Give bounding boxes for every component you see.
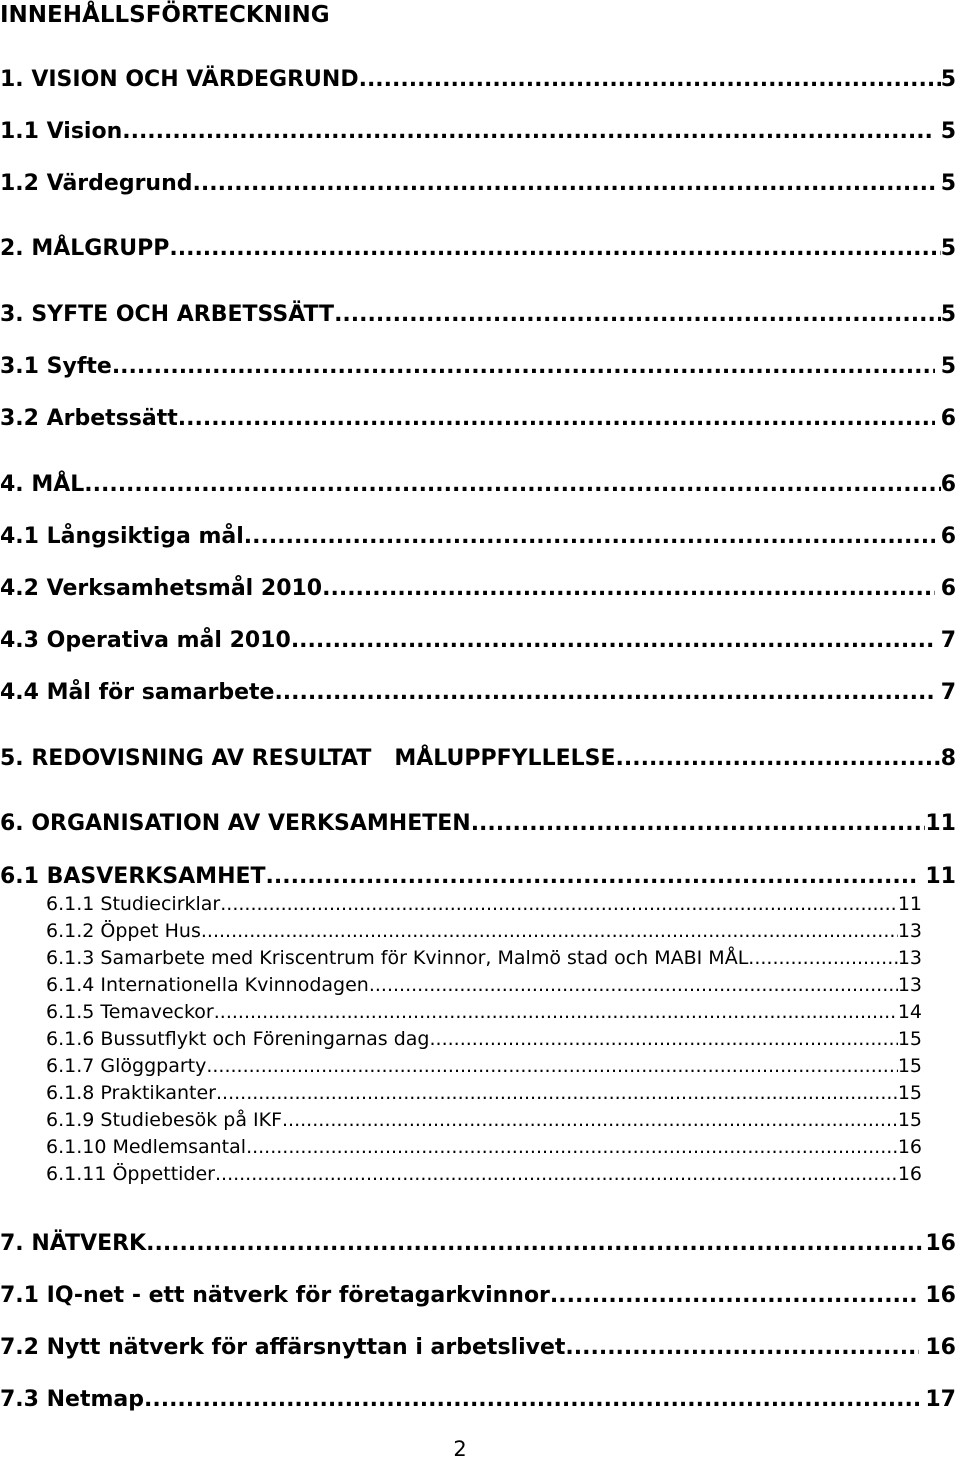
toc-entry[interactable] (0, 295, 956, 327)
toc-entry[interactable] (0, 804, 956, 836)
toc-entry-label: 3. SYFTE OCH ARBETSSÄTT (0, 302, 335, 327)
toc-entry[interactable] (46, 1105, 922, 1131)
dot-leader (193, 171, 935, 196)
dot-leader (84, 472, 940, 497)
dot-leader (122, 119, 934, 144)
toc-entry-label: 7. NÄTVERK (0, 1231, 147, 1256)
toc-entry-page: 6 (940, 406, 956, 431)
dot-leader (215, 1163, 898, 1185)
toc-entry-label: 4.4 Mål för samarbete (0, 680, 275, 705)
toc-entry-label: 3.1 Syfte (0, 354, 112, 379)
toc-entry-page: 13 (897, 920, 922, 942)
toc-entry-page: 6 (940, 576, 956, 601)
dot-leader (322, 576, 935, 601)
toc-entry-page: 7 (940, 628, 956, 653)
toc-entry[interactable] (0, 857, 956, 889)
toc-entry-page: 15 (897, 1055, 922, 1077)
toc-entry-label: 4.3 Operativa mål 2010 (0, 628, 291, 653)
toc-entry-label: 6.1.11 Öppettider (46, 1163, 215, 1185)
toc-entry-label: 1.1 Vision (0, 119, 123, 144)
toc-entry[interactable] (46, 943, 922, 969)
toc-entry-label: 3.2 Arbetssätt (0, 406, 178, 431)
dot-leader (471, 811, 926, 836)
toc-entry[interactable] (46, 916, 922, 942)
toc-entry-label: 6.1 BASVERKSAMHET (0, 864, 266, 889)
toc-entry-page: 8 (940, 746, 956, 771)
toc-entry-label: 4.1 Långsiktiga mål (0, 524, 244, 549)
toc-entry-page: 5 (940, 236, 956, 261)
dot-leader (216, 1082, 898, 1104)
toc-entry-label: 6.1.4 Internationella Kvinnodagen (46, 974, 369, 996)
dot-leader (748, 947, 898, 969)
dot-leader (246, 1136, 898, 1158)
toc-entry-label: 6.1.8 Praktikanter (46, 1082, 216, 1104)
toc-entry-label: 1. VISION OCH VÄRDEGRUND (0, 67, 359, 92)
dot-leader (206, 1055, 897, 1077)
toc-entry[interactable] (0, 1276, 956, 1308)
dot-leader (178, 406, 935, 431)
dot-leader (369, 974, 898, 996)
dot-leader (169, 236, 940, 261)
toc-entry-page: 17 (925, 1387, 956, 1412)
toc-entry-label: 6.1.2 Öppet Hus (46, 920, 201, 942)
toc-entry-page: 5 (940, 354, 956, 379)
toc-entry[interactable] (0, 1224, 956, 1256)
toc-entry-page: 14 (897, 1001, 922, 1023)
toc-entry[interactable] (0, 739, 956, 771)
toc-entry-label: 5. REDOVISNING AV RESULTAT MÅLUPPFYLLELSE (0, 746, 616, 771)
dot-leader (220, 893, 898, 915)
dot-leader (266, 864, 920, 889)
toc-entry[interactable] (46, 889, 922, 915)
toc-entry[interactable] (0, 112, 956, 144)
toc-entry-page: 5 (940, 171, 956, 196)
toc-entry-label: 6.1.5 Temaveckor (46, 1001, 214, 1023)
dot-leader (282, 1109, 898, 1131)
toc-entry-label: 2. MÅLGRUPP (0, 236, 170, 261)
dot-leader (550, 1283, 919, 1308)
toc-entry[interactable] (0, 1380, 956, 1412)
toc-entry-label: 6.1.1 Studiecirklar (46, 893, 221, 915)
toc-entry-page: 15 (897, 1109, 922, 1131)
dot-leader (146, 1231, 925, 1256)
toc-entry[interactable] (0, 465, 956, 497)
toc-entry-page: 16 (897, 1163, 922, 1185)
toc-entry[interactable] (46, 1078, 922, 1104)
toc-entry[interactable] (0, 399, 956, 431)
toc-entry-page: 5 (940, 302, 956, 327)
toc-entry[interactable] (0, 347, 956, 379)
page-number: 2 (453, 1437, 467, 1461)
dot-leader (430, 1028, 898, 1050)
toc-entry[interactable] (46, 1024, 922, 1050)
dot-leader (291, 628, 935, 653)
toc-entry-page: 13 (897, 974, 922, 996)
toc-entry[interactable] (0, 1328, 956, 1360)
toc-entry-page: 5 (940, 119, 956, 144)
dot-leader (616, 746, 941, 771)
toc-entry-page: 15 (897, 1082, 922, 1104)
dot-leader (144, 1387, 919, 1412)
toc-entry-page: 16 (897, 1136, 922, 1158)
toc-entry-label: 4.2 Verksamhetsmål 2010 (0, 576, 323, 601)
toc-entry-label: 6.1.10 Medlemsantal (46, 1136, 247, 1158)
toc-entry-label: 4. MÅL (0, 472, 85, 497)
toc-entry-label: 6. ORGANISATION AV VERKSAMHETEN (0, 811, 471, 836)
toc-entry-page: 6 (940, 524, 956, 549)
toc-entry[interactable] (46, 1051, 922, 1077)
toc-entry-page: 6 (940, 472, 956, 497)
toc-entry-label: 6.1.6 Bussutflykt och Föreningarnas dag (46, 1028, 430, 1050)
toc-entry[interactable] (0, 673, 956, 705)
toc-entry[interactable] (46, 1132, 922, 1158)
dot-leader (112, 354, 935, 379)
toc-entry-page: 11 (897, 893, 922, 915)
toc-entry-label: 6.1.3 Samarbete med Kriscentrum för Kvinnor, Malmö stad och MABI MÅL (46, 947, 749, 969)
toc-entry-page: 16 (925, 1283, 956, 1308)
toc-entry-label: 6.1.7 Glöggparty (46, 1055, 207, 1077)
toc-entry[interactable] (0, 517, 956, 549)
dot-leader (334, 302, 941, 327)
toc-entry[interactable] (0, 621, 956, 653)
toc-entry-label: 7.2 Nytt nätverk för affärsnyttan i arbetslivet (0, 1335, 566, 1360)
toc-entry[interactable] (0, 229, 956, 261)
toc-entry-label: 7.3 Netmap (0, 1387, 144, 1412)
toc-entry-label: 1.2 Värdegrund (0, 171, 193, 196)
toc-entry-page: 13 (897, 947, 922, 969)
toc-heading: INNEHÅLLSFÖRTECKNING (0, 2, 330, 28)
toc-entry-page: 16 (925, 1231, 956, 1256)
dot-leader (214, 1001, 898, 1023)
toc-entry[interactable] (0, 569, 956, 601)
dot-leader (359, 67, 941, 92)
toc-entry-page: 15 (897, 1028, 922, 1050)
toc-entry[interactable] (0, 60, 956, 92)
toc-entry[interactable] (46, 997, 922, 1023)
toc-entry[interactable] (46, 1159, 922, 1185)
dot-leader (244, 524, 935, 549)
dot-leader (201, 920, 898, 942)
toc-entry[interactable] (0, 164, 956, 196)
toc-entry[interactable] (46, 970, 922, 996)
toc-entry-label: 6.1.9 Studiebesök på IKF (46, 1109, 283, 1131)
dot-leader (565, 1335, 919, 1360)
toc-entry-page: 11 (925, 811, 956, 836)
toc-entry-label: 7.1 IQ-net - ett nätverk för företagarkvinnor (0, 1283, 550, 1308)
dot-leader (274, 680, 934, 705)
toc-entry-page: 5 (940, 67, 956, 92)
toc-entry-page: 7 (940, 680, 956, 705)
toc-entry-page: 11 (925, 864, 956, 889)
toc-entry-page: 16 (925, 1335, 956, 1360)
